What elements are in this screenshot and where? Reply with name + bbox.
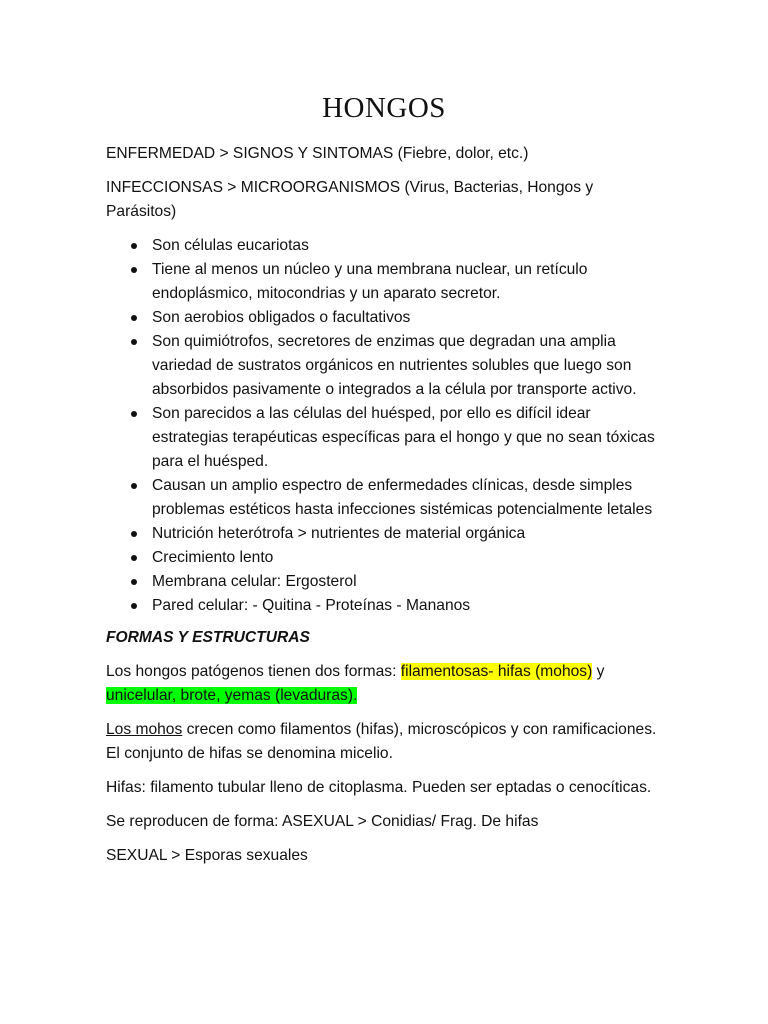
formas-middle: y xyxy=(592,663,605,680)
list-item: Son quimiótrofos, secretores de enzimas que degradan una amplia variedad de sustratos orgánicos en nutrientes solubles que luego son absorbidos pasivamente o integrados a la célula por transporte activo. xyxy=(106,330,666,402)
paragraph-enfermedad: ENFERMEDAD > SIGNOS Y SINTOMAS (Fiebre, dolor, etc.) xyxy=(106,145,529,162)
mohos-underlined: Los mohos xyxy=(106,721,183,738)
section-heading: FORMAS Y ESTRUCTURAS xyxy=(106,629,310,646)
highlight-green-text: unicelular, brote, yemas (levaduras). xyxy=(106,687,358,704)
list-item: Son parecidos a las células del huésped, por ello es difícil idear estrategias terapéuticas específicas para el hongo y que no sean tóxicas para el huésped. xyxy=(106,402,666,474)
paragraph-mohos xyxy=(106,718,666,766)
list-item: Tiene al menos un núcleo y una membrana nuclear, un retículo endoplásmico, mitocondrias y un aparato secretor. xyxy=(106,258,666,306)
mohos-rest: crecen como filamentos (hifas), microscópicos y con ramificaciones. El conjunto de hifas se denomina micelio. xyxy=(106,721,657,762)
list-item: Membrana celular: Ergosterol xyxy=(106,570,666,594)
paragraph-reproducen: Se reproducen de forma: ASEXUAL > Conidias/ Frag. De hifas xyxy=(106,813,539,830)
list-item: Son células eucariotas xyxy=(106,234,666,258)
bullet-list xyxy=(106,234,666,618)
document-body xyxy=(106,142,666,868)
paragraph-sexual: SEXUAL > Esporas sexuales xyxy=(106,847,308,864)
list-item: Nutrición heterótrofa > nutrientes de material orgánica xyxy=(106,522,666,546)
list-item: Crecimiento lento xyxy=(106,546,666,570)
list-item: Pared celular: - Quitina - Proteínas - Mananos xyxy=(106,594,666,618)
paragraph-infecciosas: INFECCIONSAS > MICROORGANISMOS (Virus, Bacterias, Hongos y Parásitos) xyxy=(106,179,594,220)
formas-prefix: Los hongos patógenos tienen dos formas: xyxy=(106,663,401,680)
list-item: Causan un amplio espectro de enfermedades clínicas, desde simples problemas estéticos hasta infecciones sistémicas potencialmente letales xyxy=(106,474,666,522)
page-title: HONGOS xyxy=(322,92,446,124)
paragraph-formas xyxy=(106,660,666,708)
paragraph-hifas: Hifas: filamento tubular lleno de citoplasma. Pueden ser eptadas o cenocíticas. xyxy=(106,779,652,796)
list-item: Son aerobios obligados o facultativos xyxy=(106,306,666,330)
highlight-yellow-text: filamentosas- hifas (mohos) xyxy=(400,663,593,680)
